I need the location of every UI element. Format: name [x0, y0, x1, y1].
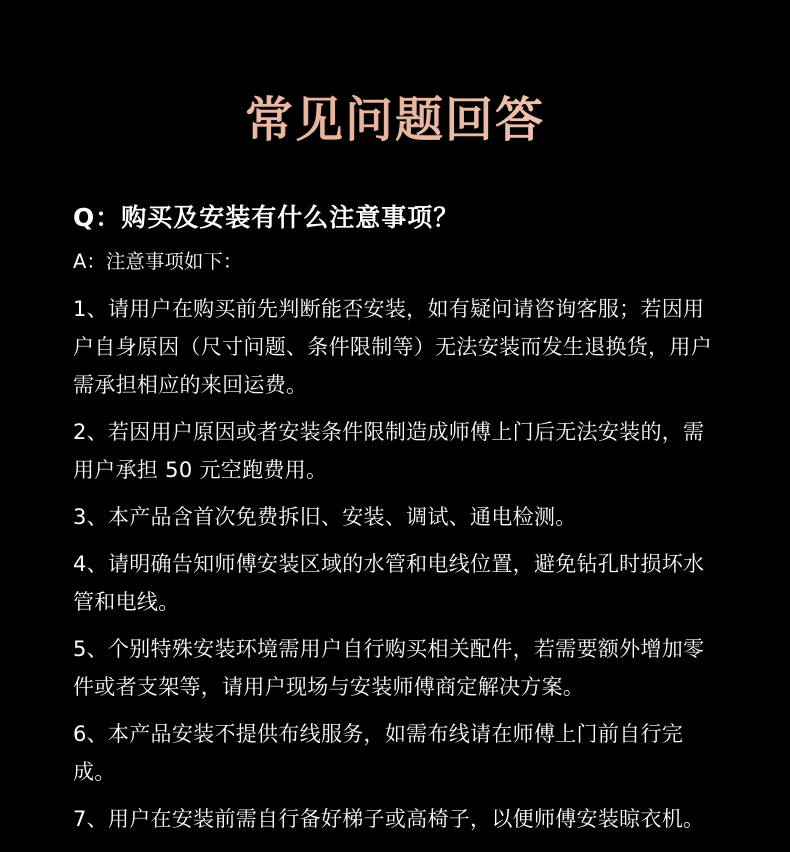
- faq-item-5: 5、个别特殊安装环境需用户自行购买相关配件，若需要额外增加零件或者支架等，请用户现场与安装师傅商定解决方案。: [73, 637, 705, 699]
- faq-item-3: 3、本产品含首次免费拆旧、安装、调试、通电检测。: [73, 505, 577, 529]
- faq-item-6: 6、本产品安装不提供布线服务，如需布线请在师傅上门前自行完成。: [73, 722, 684, 784]
- faq-answer-intro: A：注意事项如下：: [73, 250, 243, 273]
- faq-item-4: 4、请明确告知师傅安装区域的水管和电线位置，避免钻孔时损坏水管和电线。: [73, 552, 705, 614]
- faq-item-7: 7、用户在安装前需自行备好梯子或高椅子，以便师傅安装晾衣机。: [73, 807, 705, 831]
- faq-content: [73, 196, 723, 847]
- faq-item-2: 2、若因用户原因或者安装条件限制造成师傅上门后无法安装的，需用户承担 50 元空跑费用。: [73, 420, 705, 482]
- faq-question: Q：购买及安装有什么注意事项？: [73, 203, 460, 232]
- page-title: 常见问题回答: [0, 88, 790, 152]
- faq-item-1: 1、请用户在购买前先判断能否安装，如有疑问请咨询客服；若因用户自身原因（尺寸问题、条件限制等）无法安装而发生退换货，用户需承担相应的来回运费。: [73, 297, 712, 397]
